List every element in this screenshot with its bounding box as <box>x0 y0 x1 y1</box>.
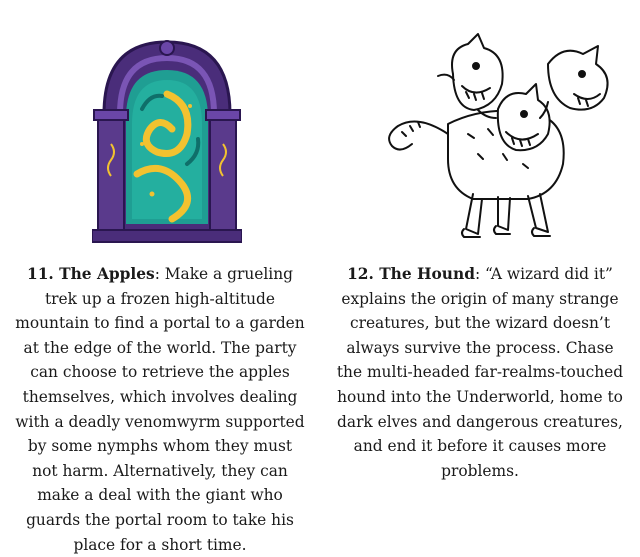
three-headed-hound-icon <box>378 14 628 244</box>
entry-text <box>334 262 626 483</box>
entry-body: Make a grueling trek up a frozen high-altitude mountain to find a portal to a garden at the edge of the world. The party can choose to retrieve the apples themselves, which involves dealing with a deadly venomwyrm supported by some nymphs whom they must not harm. Alternatively, they can make a deal with the giant who guards the portal room to take his place for a short time. <box>15 265 305 554</box>
entry-separator: : <box>154 265 165 283</box>
entry-separator: : <box>474 265 486 283</box>
entry-title: 12. The Hound <box>347 265 475 283</box>
hound-illustration <box>320 0 640 250</box>
entry-title: 11. The Apples <box>27 265 155 283</box>
entry-apples <box>0 0 320 554</box>
entry-text <box>14 262 306 557</box>
portal-illustration <box>0 0 320 250</box>
portal-arch-icon <box>92 34 242 244</box>
entry-body: “A wizard did it” explains the origin of many strange creatures, but the wizard doesn’t always survive the process. Chase the multi-headed far-realms-touched hound into the Underworld, home to dark elves and dangerous creatures, and end it before it causes more problems. <box>336 265 624 480</box>
entry-hound <box>320 0 640 531</box>
